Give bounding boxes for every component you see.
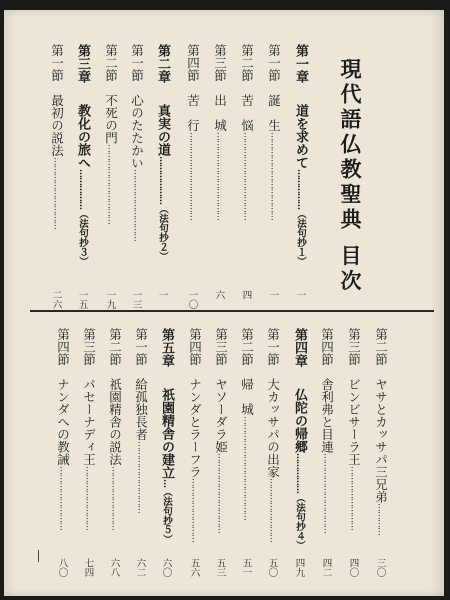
toc-leader-dots: …………………………… xyxy=(214,131,225,220)
toc-entry-label: 第二節 xyxy=(239,44,255,82)
toc-entry-source-note: （法句抄３） xyxy=(77,209,88,266)
toc-leader-dots: …………………… xyxy=(348,465,359,530)
toc-entry-label: 第三節 xyxy=(213,328,229,366)
toc-leader-dots: ……………………… xyxy=(135,440,146,513)
toc-leader-dots: …………………… xyxy=(57,465,68,530)
label-spacer xyxy=(186,82,201,95)
toc-entry-title: 帰 城 xyxy=(239,378,255,416)
label-spacer xyxy=(214,366,229,379)
label-spacer xyxy=(50,82,65,95)
toc-entry-title: 苦 悩 xyxy=(239,94,255,132)
toc-leader-dots: ………………………………… xyxy=(241,415,252,520)
toc-chapter-entry xyxy=(156,44,169,261)
label-spacer xyxy=(108,366,123,379)
toc-entry-label: 第三章 xyxy=(75,44,90,83)
toc-page-number: 二六 xyxy=(50,290,62,309)
toc-page-number: 五〇 xyxy=(266,558,278,577)
toc-page-number: 一 xyxy=(294,290,306,300)
toc-entry-label: 第二節 xyxy=(239,328,255,366)
toc-page-number: 四二 xyxy=(320,558,332,577)
book-page xyxy=(4,10,444,596)
toc-entry-label: 第二節 xyxy=(107,328,123,366)
toc-entry-label: 第一節 xyxy=(266,44,282,82)
toc-leader-dots: …………………… xyxy=(267,478,278,542)
toc-section-entry xyxy=(186,44,199,220)
toc-chapter-entry xyxy=(160,328,173,544)
toc-page-number: 六八 xyxy=(108,558,120,577)
label-spacer xyxy=(82,366,97,379)
toc-section-entry xyxy=(56,328,69,530)
toc-section-entry xyxy=(347,328,360,530)
toc-entry-title: 不死の門 xyxy=(103,94,119,144)
toc-page-number: 四九 xyxy=(293,558,305,577)
label-spacer xyxy=(266,366,281,379)
label-spacer xyxy=(188,366,203,379)
toc-section-entry xyxy=(108,328,121,530)
toc-leader-dots: …………… xyxy=(294,453,304,493)
label-spacer xyxy=(213,82,228,95)
toc-entry-source-note: （法句抄４） xyxy=(294,493,305,550)
label-spacer xyxy=(374,366,389,379)
toc-chapter-entry xyxy=(294,44,307,266)
toc-page-number: 五三 xyxy=(214,558,226,577)
toc-entry-title: 給孤独長者 xyxy=(133,378,149,441)
label-spacer xyxy=(134,366,149,379)
toc-leader-dots: …………………… xyxy=(189,478,200,542)
toc-page-number: 一三 xyxy=(130,290,142,309)
toc-section-entry xyxy=(130,44,143,241)
toc-entry-title: 出 城 xyxy=(212,94,228,132)
toc-leader-dots: …………………………… xyxy=(187,131,198,220)
toc-entry-title: ナンダへの教誡 xyxy=(55,378,71,466)
toc-page-number: 五一 xyxy=(240,558,252,577)
section-divider xyxy=(30,310,434,312)
toc-entry-label: 第一節 xyxy=(49,44,65,82)
toc-page-number: 一九 xyxy=(104,290,116,309)
toc-section-entry xyxy=(374,328,387,535)
toc-leader-dots: …………… xyxy=(77,169,87,209)
toc-chapter-entry xyxy=(293,328,306,550)
toc-leader-dots: ………………………… xyxy=(105,144,116,224)
toc-entry-title: 最初の説法 xyxy=(49,94,65,157)
toc-entry-title: 祇園精舎の説法 xyxy=(107,378,123,466)
toc-entry-title: 真実の道 xyxy=(155,104,170,156)
toc-entry-title: パセーナディ王 xyxy=(81,378,97,466)
toc-page-number: 一 xyxy=(267,290,279,300)
toc-entry-title: ヤソーダラ姫 xyxy=(213,378,229,453)
toc-chapter-entry xyxy=(76,44,89,266)
toc-entry-title: 仏陀の帰郷 xyxy=(292,388,307,453)
toc-entry-title: 道を求めて xyxy=(293,104,308,169)
toc-section-entry xyxy=(213,44,226,220)
toc-entry-source-note: （法句抄２） xyxy=(157,204,168,261)
toc-leader-dots: …………… xyxy=(295,169,305,209)
toc-leader-dots: ……………………… xyxy=(131,169,142,241)
toc-page-number: 七四 xyxy=(82,558,94,577)
toc-page-number: 六 xyxy=(213,290,225,300)
toc-entry-title: 大カッサパの出家 xyxy=(265,378,281,478)
label-spacer xyxy=(104,82,119,95)
label-spacer xyxy=(240,82,255,95)
label-spacer xyxy=(292,375,307,388)
toc-entry-label: 第四節 xyxy=(319,328,335,366)
toc-entry-title: 苦 行 xyxy=(185,94,201,132)
toc-entry-label: 第四節 xyxy=(187,328,203,366)
toc-entry-title: ヤサとカッサパ三兄弟 xyxy=(373,378,389,503)
label-spacer xyxy=(240,366,255,379)
label-spacer xyxy=(320,366,335,379)
toc-page-number: 一五 xyxy=(76,290,88,309)
toc-section-entry xyxy=(82,328,95,530)
label-spacer xyxy=(159,375,174,388)
toc-page-number: 三〇 xyxy=(374,558,386,577)
toc-leader-dots: ………………………… xyxy=(215,453,226,533)
toc-section-entry xyxy=(267,44,280,220)
label-spacer xyxy=(130,82,145,95)
toc-entry-label: 第二節 xyxy=(373,328,389,366)
toc-leader-dots: ……………………… xyxy=(51,156,62,229)
toc-page-number: 八〇 xyxy=(56,558,68,577)
toc-leader-dots: ……………… xyxy=(157,156,167,204)
toc-entry-source-note: （法句抄１） xyxy=(295,209,306,266)
toc-entry-title: 誕 生 xyxy=(266,94,282,132)
toc-entry-label: 第三節 xyxy=(81,328,97,366)
toc-entry-title: 舎利弗と目連 xyxy=(319,378,335,453)
toc-page-number: 四 xyxy=(240,290,252,300)
toc-page-number: 六二 xyxy=(134,558,146,577)
page-edge-mark xyxy=(38,550,39,562)
label-spacer xyxy=(155,91,170,104)
toc-section-entry xyxy=(134,328,147,513)
toc-entry-title: 心のたたかい xyxy=(129,94,145,169)
toc-section-entry xyxy=(214,328,227,533)
toc-entry-label: 第四節 xyxy=(55,328,71,366)
label-spacer xyxy=(56,366,71,379)
toc-section-entry xyxy=(188,328,201,542)
toc-page-number: 六〇 xyxy=(160,558,172,577)
toc-leader-dots: …………………………… xyxy=(241,131,252,220)
toc-entry-label: 第二節 xyxy=(103,44,119,82)
toc-page-number: 四〇 xyxy=(347,558,359,577)
toc-leader-dots: … xyxy=(161,479,171,487)
toc-section-entry xyxy=(50,44,63,229)
toc-entry-title: 祇園精舎の建立 xyxy=(159,388,174,479)
toc-leader-dots: …………………… xyxy=(83,465,94,530)
toc-entry-label: 第四節 xyxy=(185,44,201,82)
toc-page-number: 一〇 xyxy=(186,290,198,309)
toc-section-entry xyxy=(240,328,253,520)
toc-section-entry xyxy=(240,44,253,220)
toc-entry-title: 教化の旅へ xyxy=(75,104,90,169)
toc-entry-label: 第一節 xyxy=(265,328,281,366)
label-spacer xyxy=(293,91,308,104)
toc-entry-label: 第一章 xyxy=(293,44,308,83)
toc-leader-dots: …………………… xyxy=(109,465,120,530)
toc-entry-label: 第三節 xyxy=(212,44,228,82)
toc-leader-dots: ………… xyxy=(375,503,386,535)
label-spacer xyxy=(267,82,282,95)
page-title: 現代語仏教聖典 目次 xyxy=(338,58,363,295)
toc-section-entry xyxy=(104,44,117,224)
toc-entry-label: 第二章 xyxy=(155,44,170,83)
toc-entry-label: 第四章 xyxy=(292,328,307,367)
toc-entry-label: 第一節 xyxy=(133,328,149,366)
toc-page-number: 一 xyxy=(156,290,168,300)
toc-entry-label: 第一節 xyxy=(129,44,145,82)
label-spacer xyxy=(347,366,362,379)
toc-leader-dots: ………………………… xyxy=(321,453,332,533)
toc-entry-label: 第三節 xyxy=(346,328,362,366)
toc-entry-source-note: （法句抄５） xyxy=(161,487,172,544)
toc-page-number: 五六 xyxy=(188,558,200,577)
toc-section-entry xyxy=(266,328,279,542)
toc-entry-label: 第五章 xyxy=(159,328,174,367)
toc-entry-title: ビンビサーラ王 xyxy=(346,378,362,466)
toc-leader-dots: …………………………… xyxy=(268,131,279,220)
label-spacer xyxy=(75,91,90,104)
toc-entry-title: ナンダとラーフラ xyxy=(187,378,203,478)
toc-section-entry xyxy=(320,328,333,533)
